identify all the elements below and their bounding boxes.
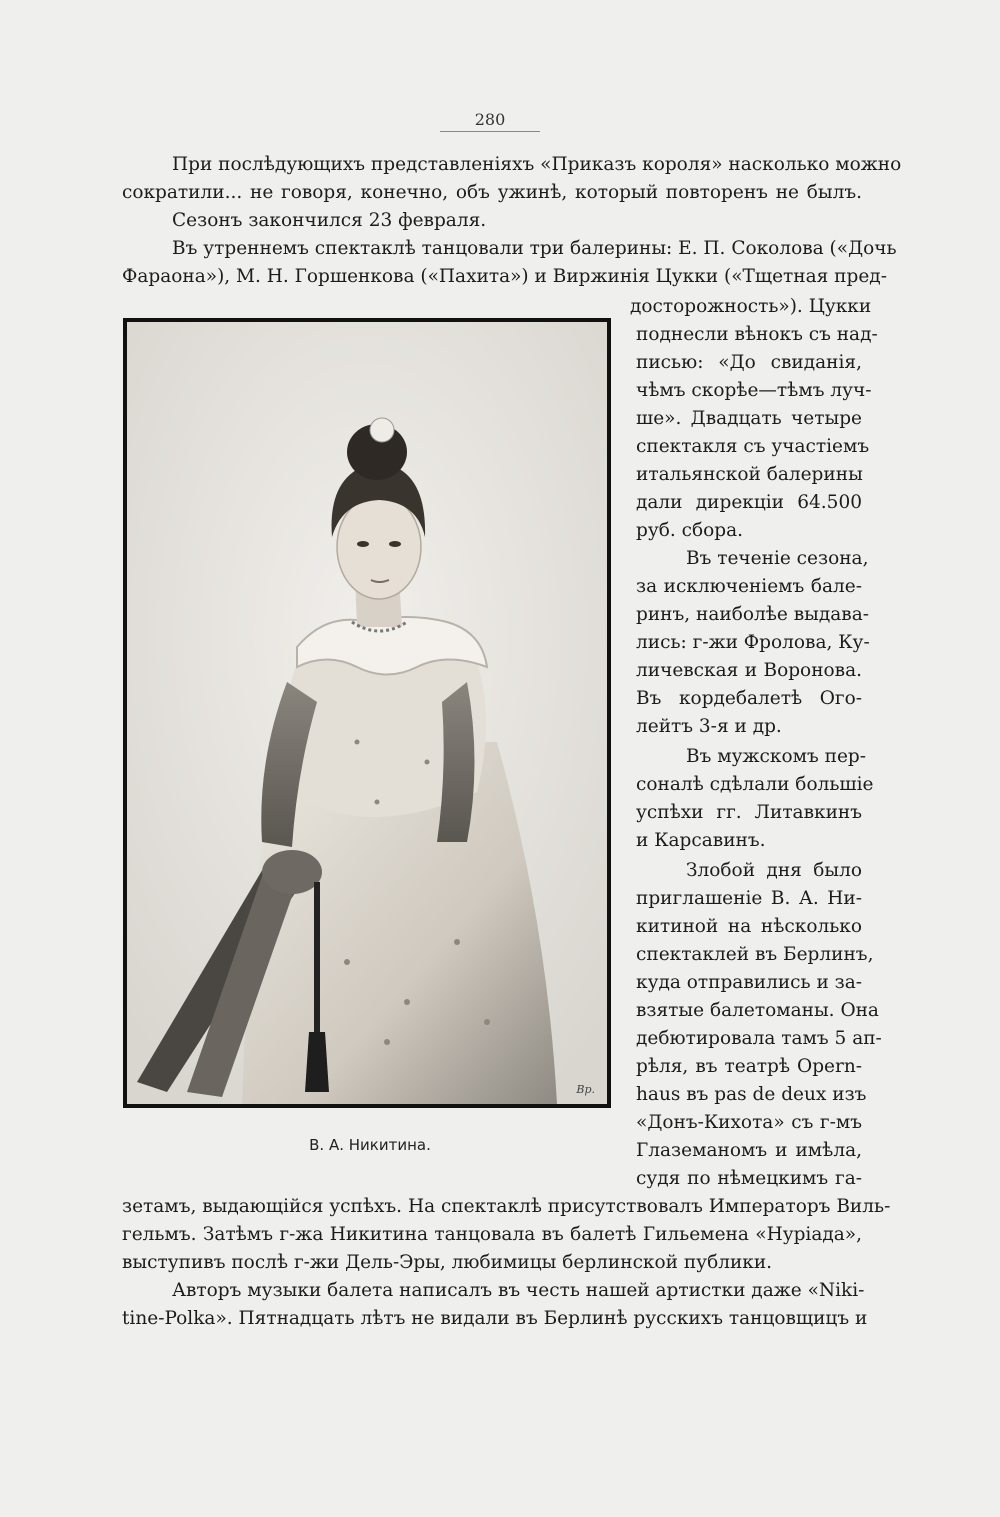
text-line: Злобой дня было	[686, 860, 862, 881]
text-line: tine-Polka». Пятнадцать лѣтъ не видали въ Берлинѣ русскихъ танцовщицъ и	[122, 1308, 868, 1329]
portrait-illustration	[127, 322, 607, 1104]
text-line: дали дирекціи 64.500	[636, 492, 862, 513]
text-line: Авторъ музыки балета написалъ въ честь нашей артистки даже «Niki-	[172, 1280, 865, 1301]
photographer-signature: Вр.	[576, 1083, 595, 1096]
text-line: сократили... не говоря, конечно, объ ужинѣ, который повторенъ не былъ.	[122, 182, 862, 203]
text-line: приглашеніе В. А. Ни-	[636, 888, 862, 909]
text-line: Глаземаномъ и имѣла,	[636, 1140, 862, 1161]
text-line: и Карсавинъ.	[636, 830, 766, 851]
text-line: выступивъ послѣ г-жи Дель-Эры, любимицы берлинской публики.	[122, 1252, 773, 1273]
text-line: При послѣдующихъ представленіяхъ «Приказъ короля» насколько можно	[172, 154, 902, 175]
text-line: поднесли вѣнокъ съ над-	[636, 324, 878, 345]
text-line: за исключеніемъ бале-	[636, 576, 862, 597]
text-line: китиной на нѣсколько	[636, 916, 862, 937]
text-line: лейтъ 3-я и др.	[636, 716, 782, 737]
text-line: успѣхи гг. Литавкинъ	[636, 802, 862, 823]
text-line: ше». Двадцать четыре	[636, 408, 862, 429]
text-line: соналѣ сдѣлали большіе	[636, 774, 874, 795]
text-line: судя по нѣмецкимъ га-	[636, 1168, 862, 1189]
page-number-rule	[440, 131, 540, 132]
text-line: руб. сбора.	[636, 520, 744, 541]
text-line: haus въ pas de deux изъ	[636, 1084, 867, 1105]
text-line: досторожность»). Цукки	[630, 296, 872, 317]
portrait-photo	[127, 322, 607, 1104]
text-line: личевская и Воронова.	[636, 660, 862, 681]
text-line: спектаклей въ Берлинъ,	[636, 944, 874, 965]
text-line: итальянской балерины	[636, 464, 863, 485]
text-line: «Донъ-Кихота» съ г-мъ	[636, 1112, 862, 1133]
text-line: зетамъ, выдающійся успѣхъ. На спектаклѣ присутствовалъ Императоръ Виль-	[122, 1196, 891, 1217]
text-line: Фараона»), М. Н. Горшенкова («Пахита») и Виржинія Цукки («Тщетная пред-	[122, 266, 887, 287]
text-line: чѣмъ скорѣе—тѣмъ луч-	[636, 380, 872, 401]
text-line: лись: г-жи Фролова, Ку-	[636, 632, 870, 653]
text-line: куда отправились и за-	[636, 972, 863, 993]
text-line: Сезонъ закончился 23 февраля.	[172, 210, 487, 231]
text-line: рѣля, въ театрѣ Opern-	[636, 1056, 862, 1077]
text-line: ринъ, наиболѣе выдава-	[636, 604, 869, 625]
text-line: гельмъ. Затѣмъ г-жа Никитина танцовала въ балетѣ Гильемена «Нуріада»,	[122, 1224, 862, 1245]
text-line: спектакля съ участіемъ	[636, 436, 870, 457]
text-line: писью: «До свиданія,	[636, 352, 862, 373]
text-line: Въ кордебалетѣ Ого-	[636, 688, 862, 709]
page-number: 280	[474, 110, 506, 129]
photo-caption: В. А. Никитина.	[309, 1136, 431, 1154]
text-line: Въ мужскомъ пер-	[686, 746, 867, 767]
text-line: Въ утреннемъ спектаклѣ танцовали три балерины: Е. П. Соколова («Дочь	[172, 238, 897, 259]
text-line: взятые балетоманы. Она	[636, 1000, 879, 1021]
text-line: Въ теченіе сезона,	[686, 548, 869, 569]
text-line: дебютировала тамъ 5 ап-	[636, 1028, 882, 1049]
